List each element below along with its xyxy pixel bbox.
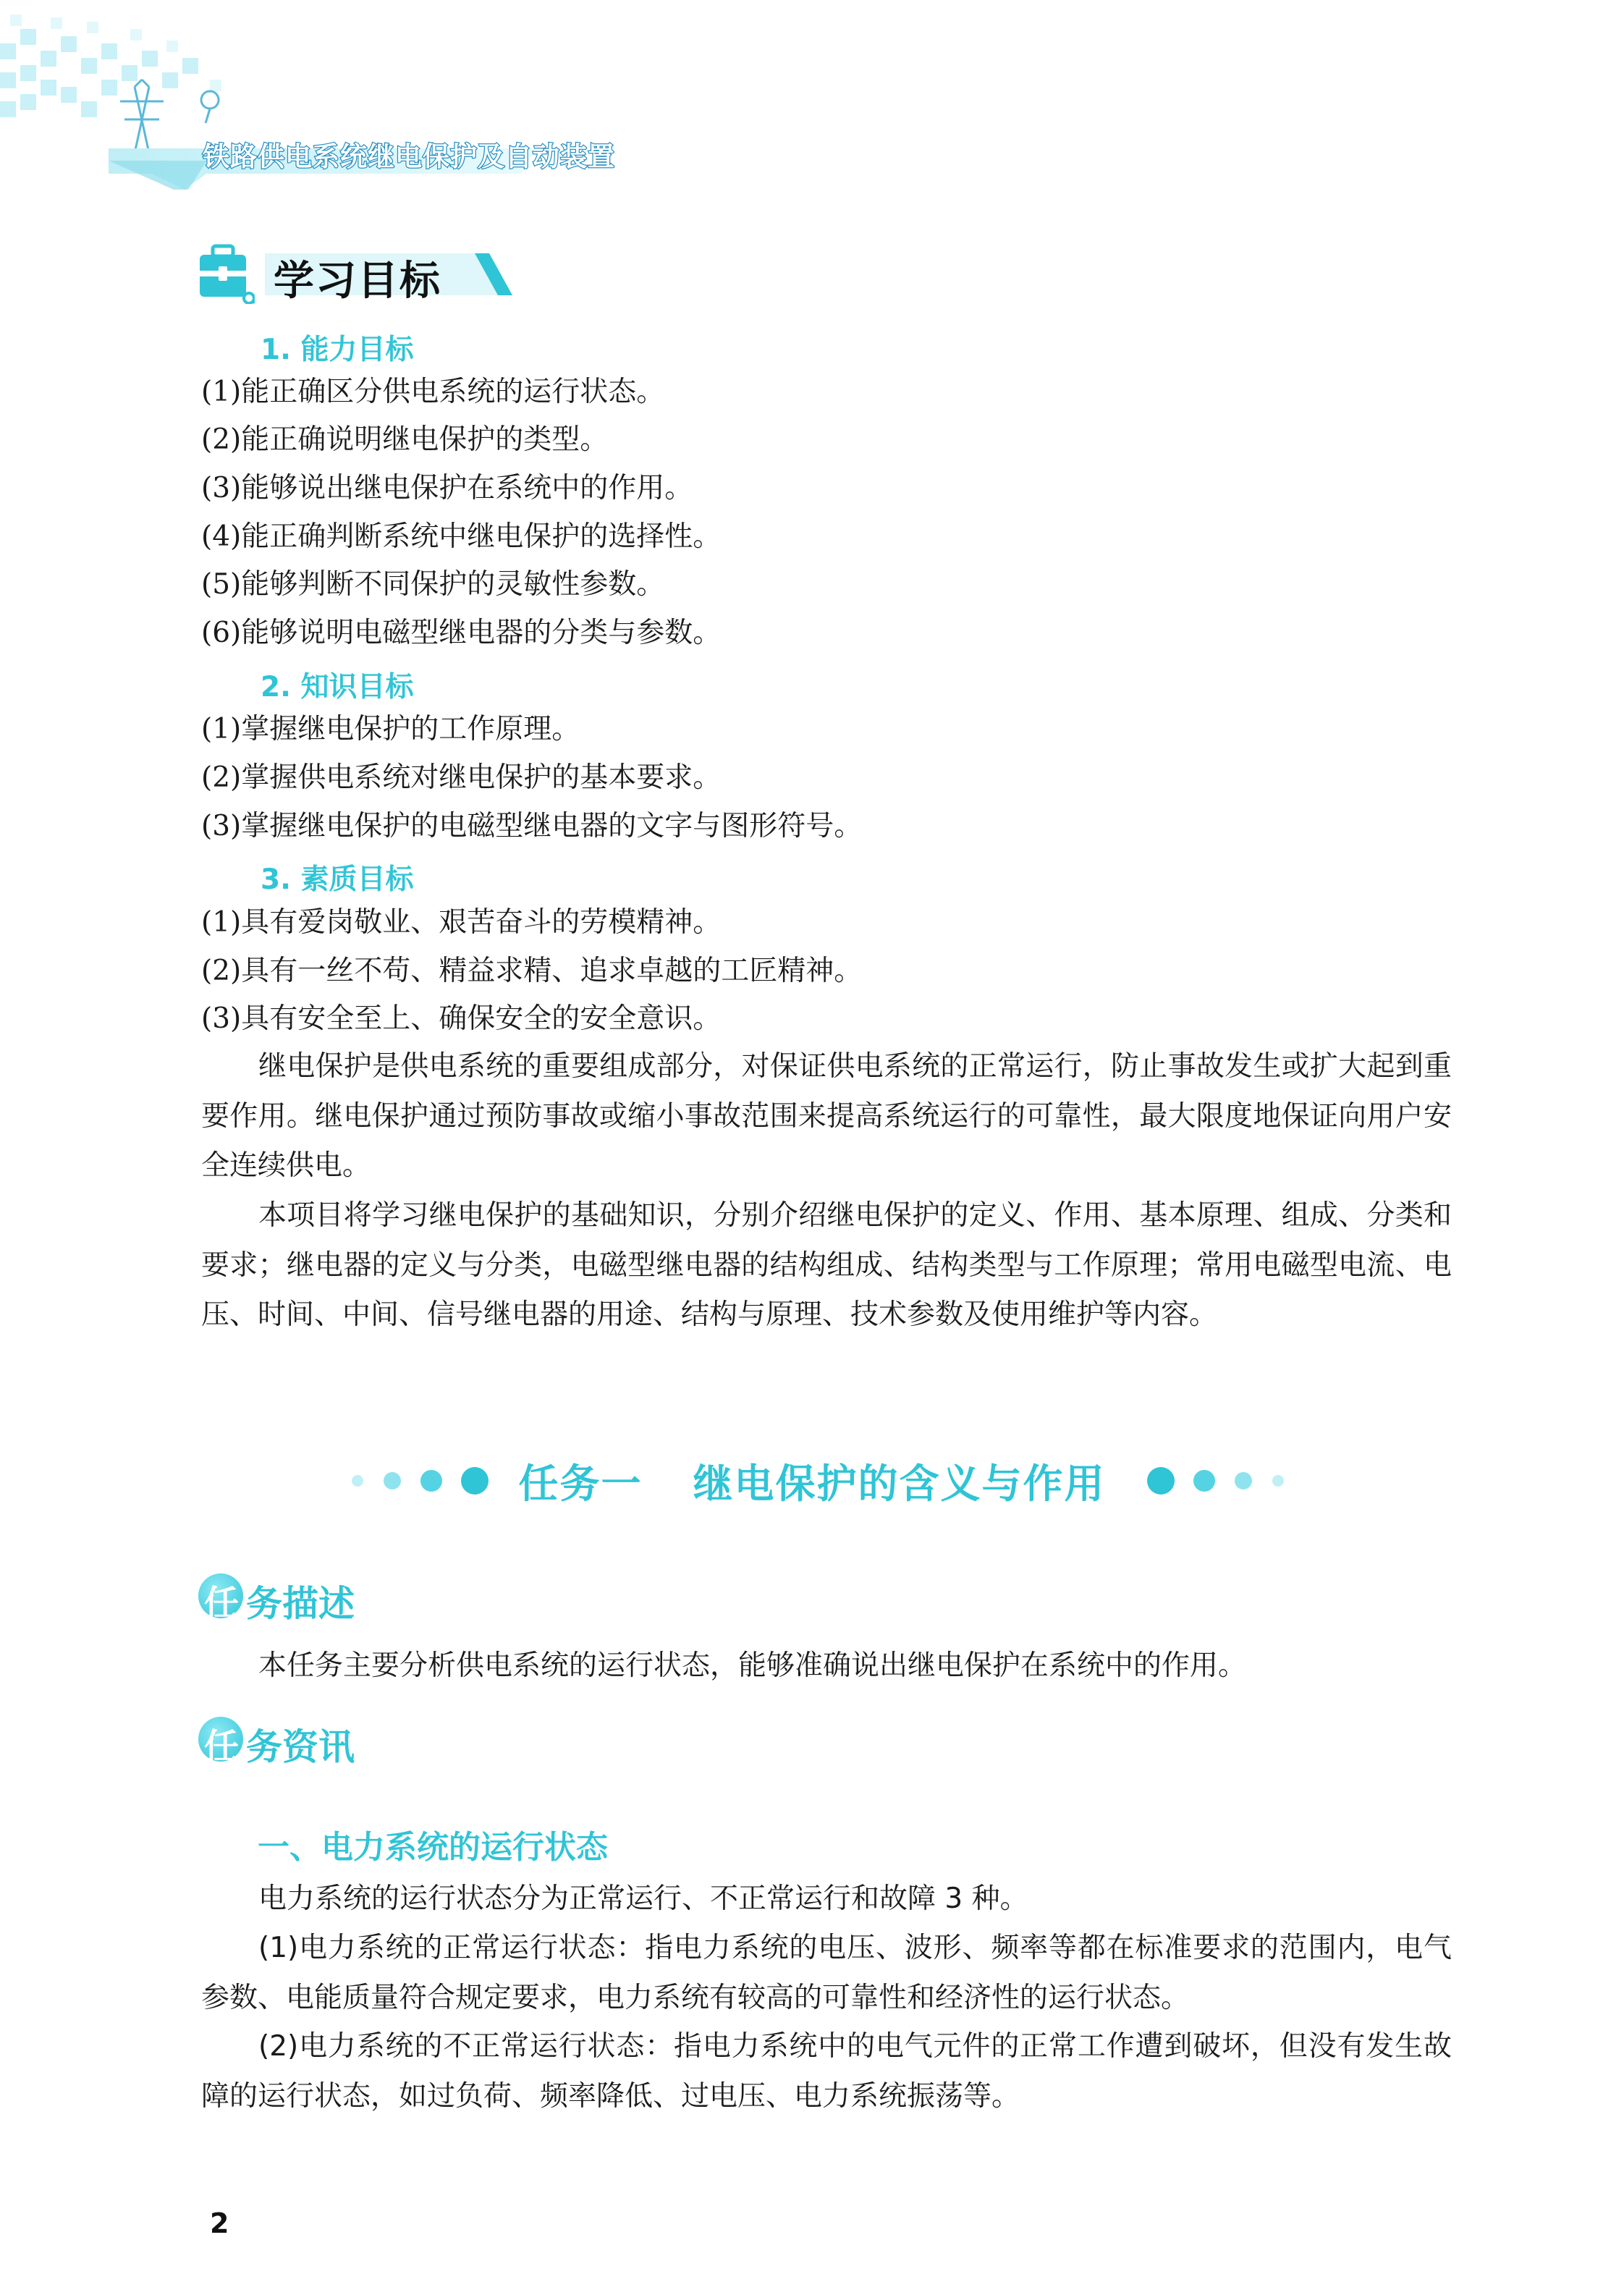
- list-item: (2)具有一丝不苟、精益求精、追求卓越的工匠精神。: [201, 955, 863, 987]
- list-item: (1)能正确区分供电系统的运行状态。: [201, 376, 665, 408]
- ability-objectives-heading: 1. 能力目标: [261, 334, 414, 366]
- decorative-dots-right: [1136, 1446, 1295, 1511]
- list-item: (4)能正确判断系统中继电保护的选择性。: [201, 520, 722, 553]
- task-name: 继电保护的含义与作用: [693, 1461, 1106, 1507]
- running-title: 铁路供电系统继电保护及自动装置: [203, 141, 615, 172]
- task-info-heading: [198, 1714, 415, 1766]
- list-item: (1)具有爱岗敬业、艰苦奋斗的劳模精神。: [201, 906, 722, 939]
- task-number: 任务一: [518, 1461, 643, 1507]
- heading-text: 务资讯: [246, 1726, 355, 1768]
- list-item: (2)能正确说明继电保护的类型。: [201, 423, 609, 456]
- task-description-text: 本任务主要分析供电系统的运行状态，能够准确说出继电保护在系统中的作用。: [258, 1649, 1247, 1682]
- list-item: (3)掌握继电保护的电磁型继电器的文字与图形符号。: [201, 810, 863, 842]
- knowledge-objectives-heading: 2. 知识目标: [261, 671, 414, 703]
- task-title: [0, 1452, 1624, 1509]
- list-item: (3)能够说出继电保护在系统中的作用。: [201, 472, 693, 504]
- list-item: (5)能够判断不同保护的灵敏性参数。: [201, 568, 665, 601]
- list-item: (3)具有安全至上、确保安全的安全意识。: [201, 1002, 722, 1035]
- page-number: 2: [210, 2207, 229, 2239]
- body-paragraph: 电力系统的运行状态分为正常运行、不正常运行和故障 3 种。: [258, 1882, 1028, 1915]
- heading-circle-char: 任: [203, 1726, 239, 1767]
- body-paragraph: (1)电力系统的正常运行状态：指电力系统的电压、波形、频率等都在标准要求的范围内，电气参数、电能质量符合规定要求，电力系统有较高的可靠性和经济性的运行状态。: [201, 1932, 1452, 2014]
- heading-text: 务描述: [246, 1583, 355, 1625]
- heading-circle-char: 任: [203, 1583, 239, 1623]
- objectives-title: 学习目标: [274, 258, 441, 305]
- intro-paragraph: 继电保护是供电系统的重要组成部分，对保证供电系统的正常运行，防止事故发生或扩大起到重要作用。继电保护通过预防事故或缩小事故范围来提高系统运行的可靠性，最大限度地保证向用户安全连续供电。: [201, 1050, 1452, 1182]
- list-item: (1)掌握继电保护的工作原理。: [201, 713, 580, 745]
- list-item: (2)掌握供电系统对继电保护的基本要求。: [201, 761, 722, 794]
- task-description-heading: [198, 1571, 415, 1623]
- list-item: (6)能够说明电磁型继电器的分类与参数。: [201, 617, 722, 649]
- toolbox-icon: [195, 242, 255, 304]
- objectives-heading: [195, 236, 514, 316]
- intro-paragraph: 本项目将学习继电保护的基础知识，分别介绍继电保护的定义、作用、基本原理、组成、分类和要求；继电器的定义与分类，电磁型继电器的结构组成、结构类型与工作原理；常用电磁型电流、电压、时间、中间、信号继电器的用途、结构与原理、技术参数及使用维护等内容。: [201, 1199, 1452, 1331]
- body-paragraph: (2)电力系统的不正常运行状态：指电力系统中的电气元件的正常工作遭到破坏，但没有发生故障的运行状态，如过负荷、频率降低、过电压、电力系统振荡等。: [201, 2030, 1452, 2113]
- section-heading: 一、电力系统的运行状态: [258, 1829, 608, 1866]
- task-banner: [0, 1446, 1624, 1511]
- quality-objectives-heading: 3. 素质目标: [261, 863, 414, 896]
